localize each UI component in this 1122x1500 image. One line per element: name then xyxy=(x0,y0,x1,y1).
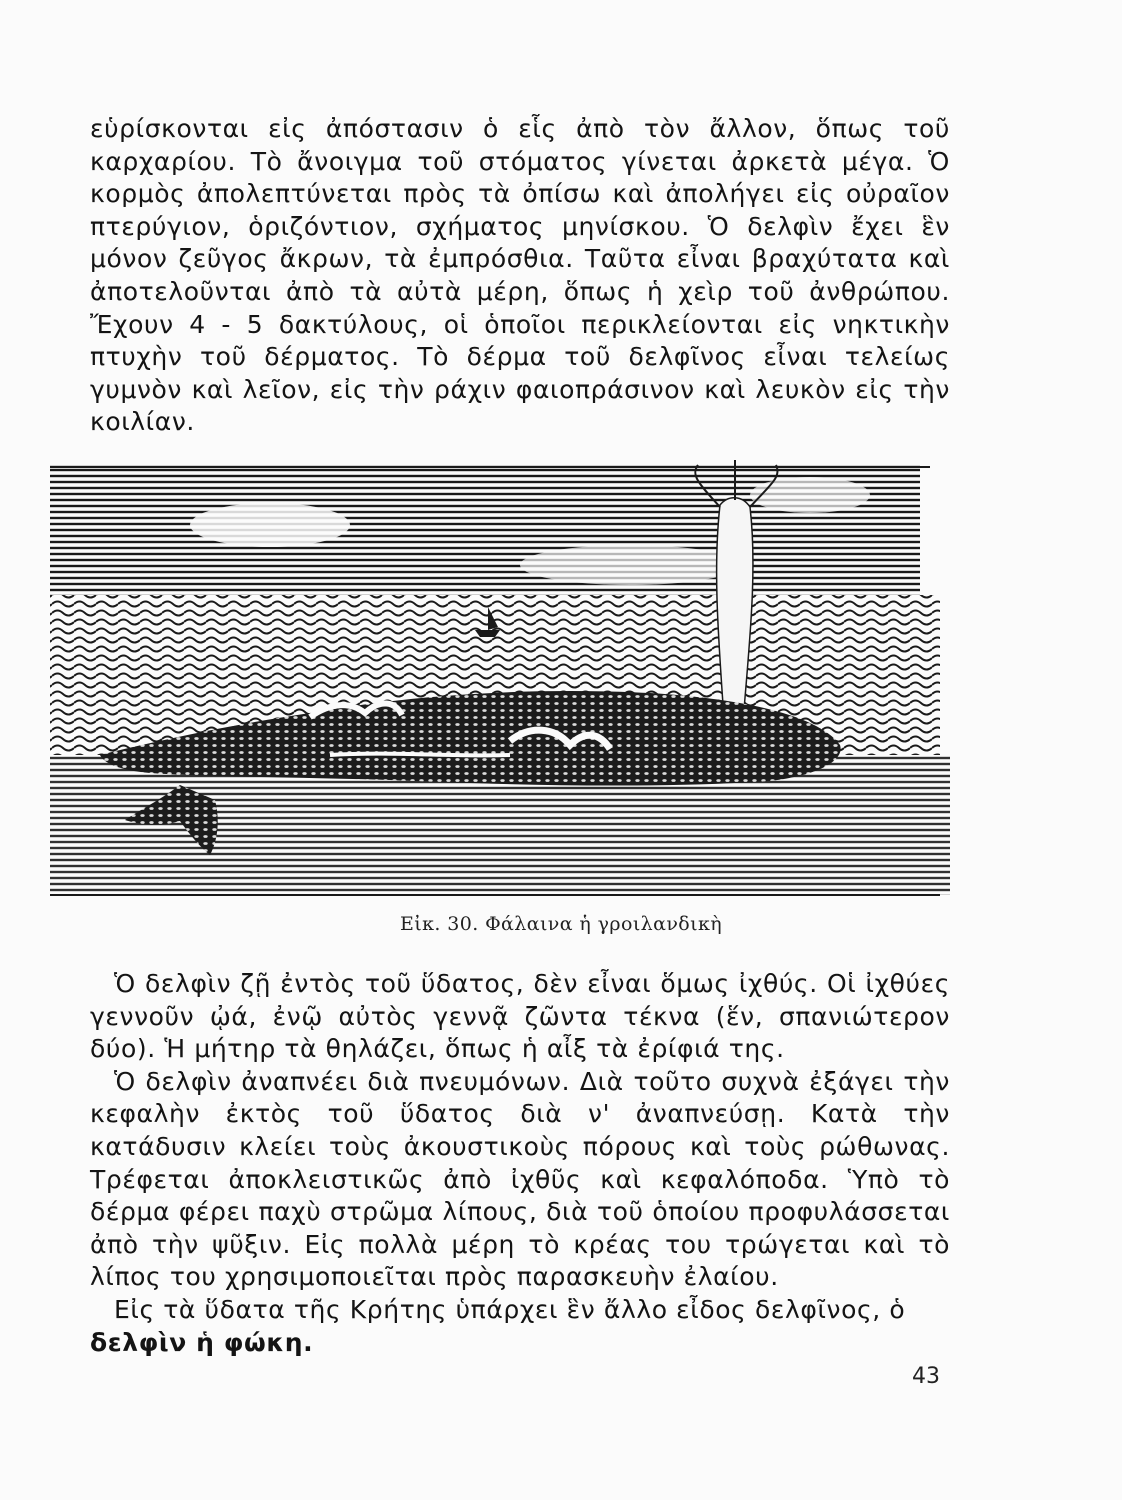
whale-illustration xyxy=(30,455,960,905)
bold-term: δελφὶν ἡ φώκη. xyxy=(90,1327,314,1357)
crete-dolphin-text: Εἰς τὰ ὕδατα τῆς Κρήτης ὑπάρχει ἓν ἄλλο εἶδος δελφῖνος, ὁ xyxy=(114,1294,906,1324)
text-block-bottom xyxy=(90,968,950,1359)
paragraph-dolphin-breathing: Ὁ δελφὶν ἀναπνέει διὰ πνευμόνων. Διὰ τοῦτο συχνὰ ἐξάγει τὴν κεφαλὴν ἐκτὸς τοῦ ὕδατος διὰ ν' ἀναπνεύσῃ. Κατὰ τὴν κατάδυσιν κλείει τοὺς ἀκουστικοὺς πόρους καὶ τοὺς ρώθωνας. Τρέφεται ἀποκλειστικῶς ἀπὸ ἰχθῦς καὶ κεφαλόποδα. Ὑπὸ τὸ δέρμα φέρει παχὺ στρῶμα λίπους, διὰ τοῦ ὁποίου προφυλάσσεται ἀπὸ τὴν ψῦξιν. Εἰς πολλὰ μέρη τὸ κρέας του τρώγεται καὶ τὸ λίπος του χρησιμοποιεῖται πρὸς παρασκευὴν ἐλαίου. xyxy=(90,1066,950,1292)
text-block-top xyxy=(90,113,950,439)
page-number: 43 xyxy=(912,1364,940,1389)
paragraph-continued: εὑρίσκονται εἰς ἀπόστασιν ὁ εἷς ἀπὸ τὸν ἄλλον, ὅπως τοῦ καρχαρίου. Τὸ ἄνοιγμα τοῦ στόματος γίνεται ἀρκετὰ μέγα. Ὁ κορμὸς ἀπολεπτύνεται πρὸς τὰ ὀπίσω καὶ ἀπολήγει εἰς οὐραῖον πτερύγιον, ὁριζόντιον, σχήματος μηνίσκου. Ὁ δελφὶν ἔχει ἓν μόνον ζεῦγος ἄκρων, τὰ ἐμπρόσθια. Ταῦτα εἶναι βραχύτατα καὶ ἀποτελοῦνται ἀπὸ τὰ αὐτὰ μέρη, ὅπως ἡ χεὶρ τοῦ ἀνθρώπου. Ἔχουν 4 - 5 δακτύλους, οἱ ὁποῖοι περικλείονται εἰς νηκτικὴν πτυχὴν τοῦ δέρματος. Τὸ δέρμα τοῦ δελφῖνος εἶναι τελείως γυμνὸν καὶ λεῖον, εἰς τὴν ράχιν φαιοπράσινον καὶ λευκὸν εἰς τὴν κοιλίαν. xyxy=(90,114,950,437)
figure-caption: Εἰκ. 30. Φάλαινα ἡ γροιλανδικὴ xyxy=(399,913,723,935)
paragraph-dolphin-mammal: Ὁ δελφὶν ζῇ ἐντὸς τοῦ ὕδατος, δὲν εἶναι ὅμως ἰχθύς. Οἱ ἰχθύες γεννοῦν ᾠά, ἐνῷ αὐτὸς γεννᾷ ζῶντα τέκνα (ἕν, σπανιώτερον δύο). Ἡ μήτηρ τὰ θηλάζει, ὅπως ἡ αἶξ τὰ ἐρίφιά της. xyxy=(90,969,950,1064)
paragraph-crete-dolphin xyxy=(90,1294,950,1359)
